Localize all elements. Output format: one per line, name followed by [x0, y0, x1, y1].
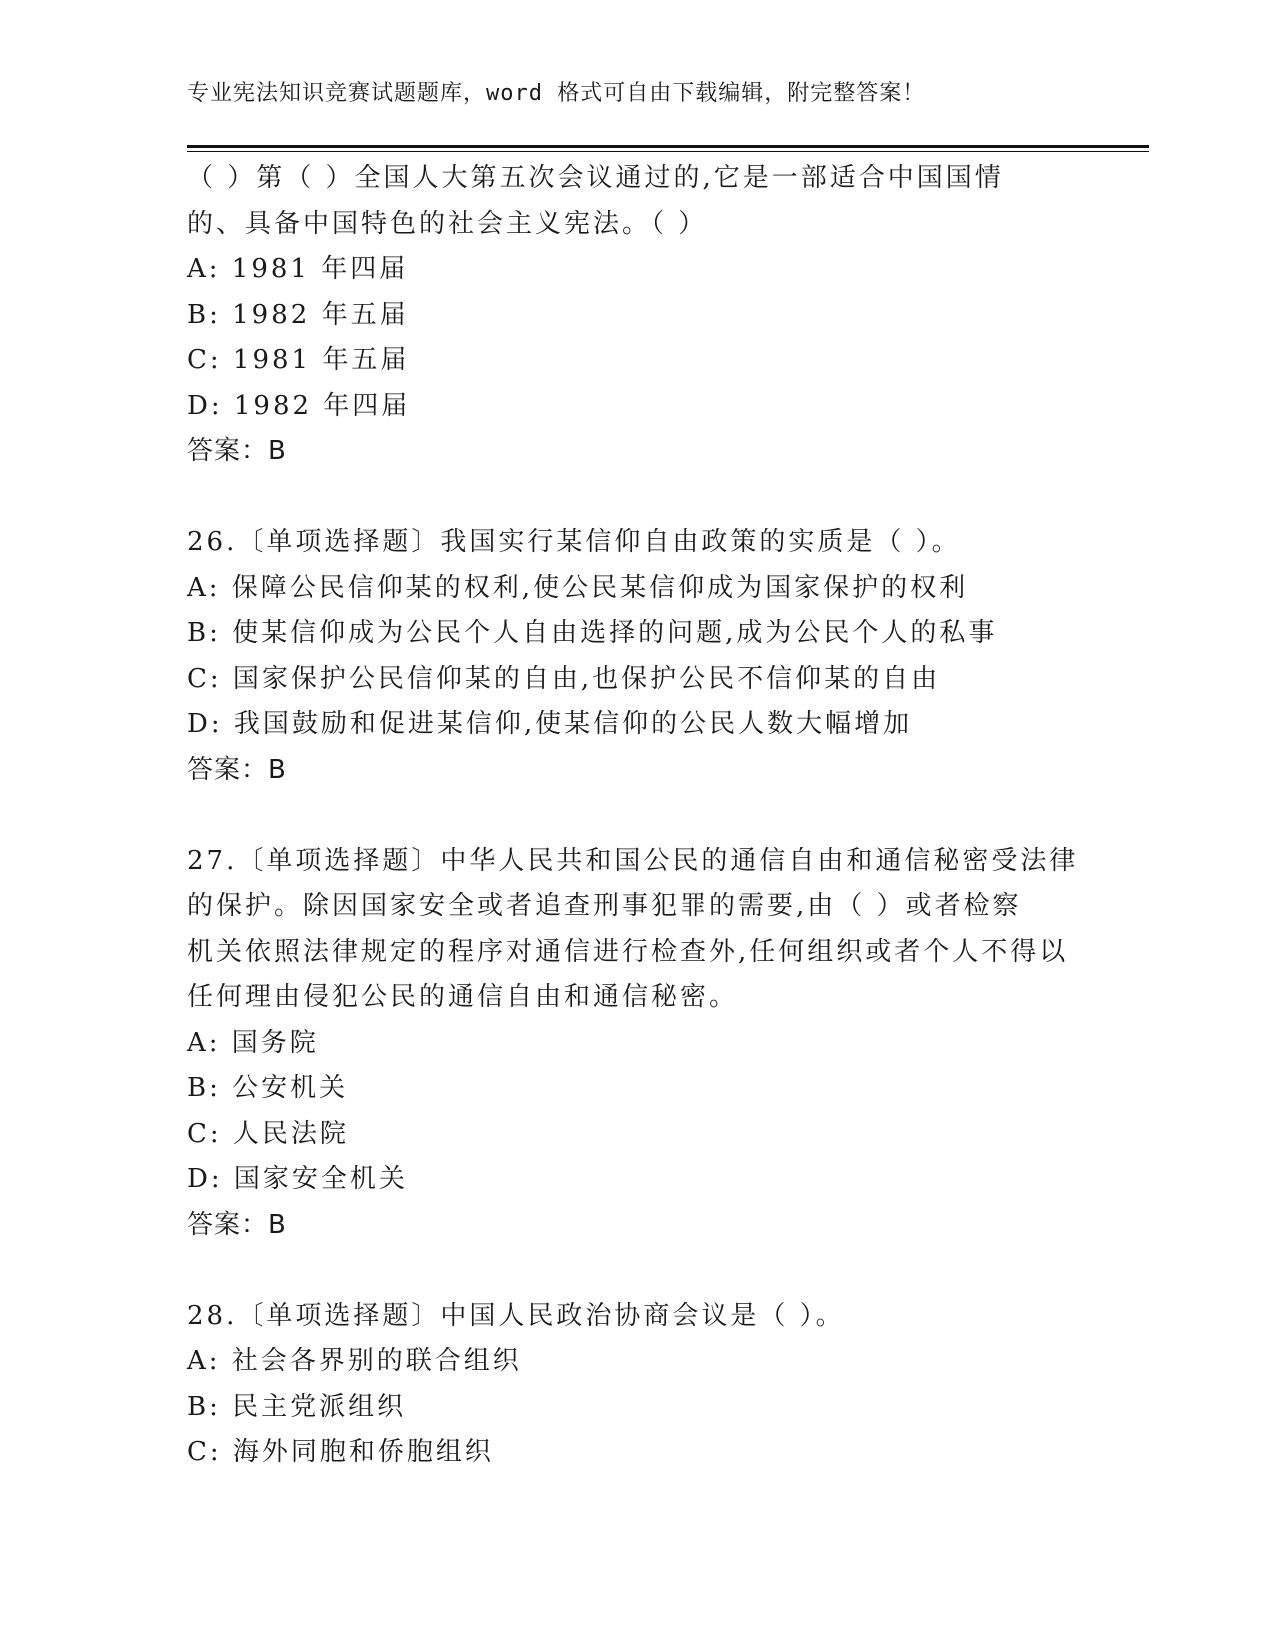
question-stem: 的、具备中国特色的社会主义宪法。（ ）	[187, 208, 708, 239]
question-25	[187, 156, 1087, 475]
option-a: A: 1981 年四届	[187, 254, 409, 284]
question-stem: 27.〔单项选择题〕中华人民共和国公民的通信自由和通信秘密受法律	[187, 845, 1079, 876]
option-d: D: 我国鼓励和促进某信仰,使某信仰的公民人数大幅增加	[187, 709, 913, 739]
question-27	[187, 839, 1087, 1249]
option-c: C: 1981 年五届	[187, 345, 410, 375]
question-stem: 26.〔单项选择题〕我国实行某信仰自由政策的实质是（ ）。	[187, 527, 961, 557]
question-stem: （ ）第（ ）全国人大第五次会议通过的,它是一部适合中国国情	[187, 163, 1004, 193]
answer-line: 答案：B	[187, 754, 287, 785]
question-stem: 任何理由侵犯公民的通信自由和通信秘密。	[187, 982, 739, 1012]
option-b: B: 公安机关	[187, 1073, 349, 1103]
option-c: C: 海外同胞和侨胞组织	[187, 1437, 494, 1467]
option-c: C: 国家保护公民信仰某的自由,也保护公民不信仰某的自由	[187, 663, 941, 694]
spacer	[187, 793, 1087, 839]
option-b: B: 民主党派组织	[187, 1391, 407, 1422]
question-stem: 的保护。除因国家安全或者追查刑事犯罪的需要,由（ ）或者检察	[187, 891, 1022, 921]
option-a: A: 国务院	[187, 1027, 319, 1058]
option-a: A: 社会各界别的联合组织	[187, 1346, 522, 1376]
header-rule-thin	[187, 151, 1149, 152]
spacer	[187, 1248, 1087, 1294]
question-28	[187, 1294, 1087, 1476]
question-list	[187, 156, 1087, 1476]
answer-line: 答案：B	[187, 436, 287, 466]
question-stem: 机关依照法律规定的程序对通信进行检查外,任何组织或者个人不得以	[187, 936, 1069, 967]
option-d: D: 1982 年四届	[187, 390, 411, 421]
question-stem: 28.〔单项选择题〕中国人民政治协商会议是（ ）。	[187, 1300, 845, 1331]
header-rule-thick	[187, 145, 1149, 148]
spacer	[187, 475, 1087, 521]
option-a: A: 保障公民信仰某的权利,使公民某信仰成为国家保护的权利	[187, 572, 969, 603]
question-26	[187, 520, 1087, 793]
option-d: D: 国家安全机关	[187, 1164, 408, 1194]
page-header: 专业宪法知识竞赛试题题库，word 格式可自由下载编辑，附完整答案！	[187, 81, 926, 106]
option-b: B: 使某信仰成为公民个人自由选择的问题,成为公民个人的私事	[187, 618, 998, 648]
option-b: B: 1982 年五届	[187, 299, 409, 330]
option-c: C: 人民法院	[187, 1118, 349, 1149]
answer-line: 答案：B	[187, 1209, 287, 1240]
